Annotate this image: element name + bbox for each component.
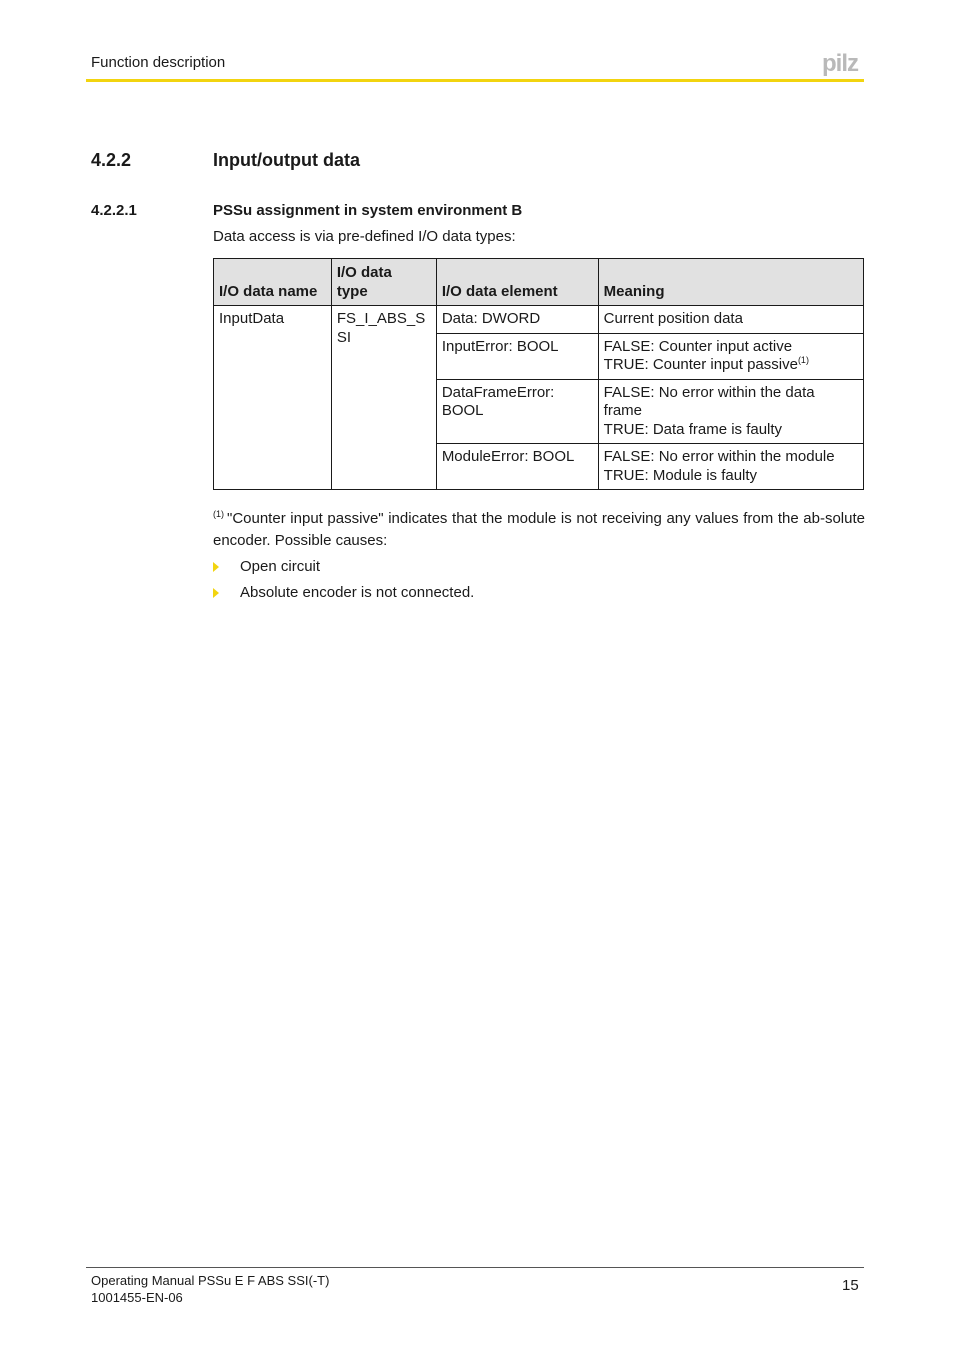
footnote-marker: (1) xyxy=(213,509,224,519)
footnote-text: "Counter input passive" indicates that the module is not receiving any values from the ab-solute encoder. Possible causes: xyxy=(213,510,865,549)
bullet-arrow-icon xyxy=(213,588,219,598)
page-number: 15 xyxy=(842,1277,859,1294)
cell-meaning xyxy=(598,444,863,490)
footnote xyxy=(213,508,865,552)
header-io-data-type xyxy=(331,259,436,306)
cell-data-type xyxy=(331,306,436,490)
meaning-line: FALSE: Counter input active xyxy=(603,337,793,355)
header-io-data-name: I/O data name xyxy=(214,259,332,306)
cell-element: InputError: BOOL xyxy=(436,333,598,379)
section-number: 4.2.2 xyxy=(91,150,132,170)
data-type-line2: SI xyxy=(336,328,352,346)
header-type-line1: I/O data xyxy=(336,264,392,281)
cell-meaning: Current position data xyxy=(598,306,863,334)
list-item-text: Open circuit xyxy=(240,558,321,575)
header-io-data-element: I/O data element xyxy=(436,259,598,306)
cell-meaning xyxy=(598,379,863,444)
header-section-title: Function description xyxy=(91,54,226,71)
footer-doc-number: 1001455-EN-06 xyxy=(91,1290,183,1305)
meaning-line: frame xyxy=(603,402,643,419)
cell-element xyxy=(436,379,598,444)
io-data-table xyxy=(213,258,864,490)
subsection-number: 4.2.2.1 xyxy=(91,202,137,219)
element-line: BOOL xyxy=(441,402,484,419)
bullet-arrow-icon xyxy=(213,562,219,572)
meaning-line: FALSE: No error within the data xyxy=(603,383,815,401)
pilz-logo xyxy=(822,50,864,76)
table-header-row xyxy=(214,259,864,306)
list-item-text: Absolute encoder is not connected. xyxy=(240,584,475,601)
cell-meaning xyxy=(598,333,863,379)
cell-data-name: InputData xyxy=(214,306,332,490)
cell-element: ModuleError: BOOL xyxy=(436,444,598,490)
element-line: DataFrameError: xyxy=(441,383,555,401)
data-type-line1: FS_I_ABS_S xyxy=(336,310,426,327)
meaning-line: TRUE: Module is faulty xyxy=(603,466,758,484)
meaning-line: TRUE: Data frame is faulty xyxy=(603,420,783,438)
footnote-reference: (1) xyxy=(797,355,809,365)
subsection-title: PSSu assignment in system environment B xyxy=(213,202,523,219)
header-meaning: Meaning xyxy=(598,259,863,306)
section-title: Input/output data xyxy=(213,150,360,170)
meaning-line: FALSE: No error within the module xyxy=(603,448,835,465)
footer-manual-title: Operating Manual PSSu E F ABS SSI(-T) xyxy=(91,1273,330,1288)
svg-text:pilz: pilz xyxy=(822,50,858,76)
meaning-line xyxy=(604,356,858,375)
cell-element: Data: DWORD xyxy=(436,306,598,334)
table-row xyxy=(214,306,864,334)
intro-text: Data access is via pre-defined I/O data types: xyxy=(213,228,516,245)
header-type-line2: type xyxy=(336,282,368,300)
header-rule xyxy=(86,79,864,82)
meaning-text: TRUE: Counter input passive xyxy=(603,356,798,373)
footer-rule xyxy=(86,1267,864,1268)
